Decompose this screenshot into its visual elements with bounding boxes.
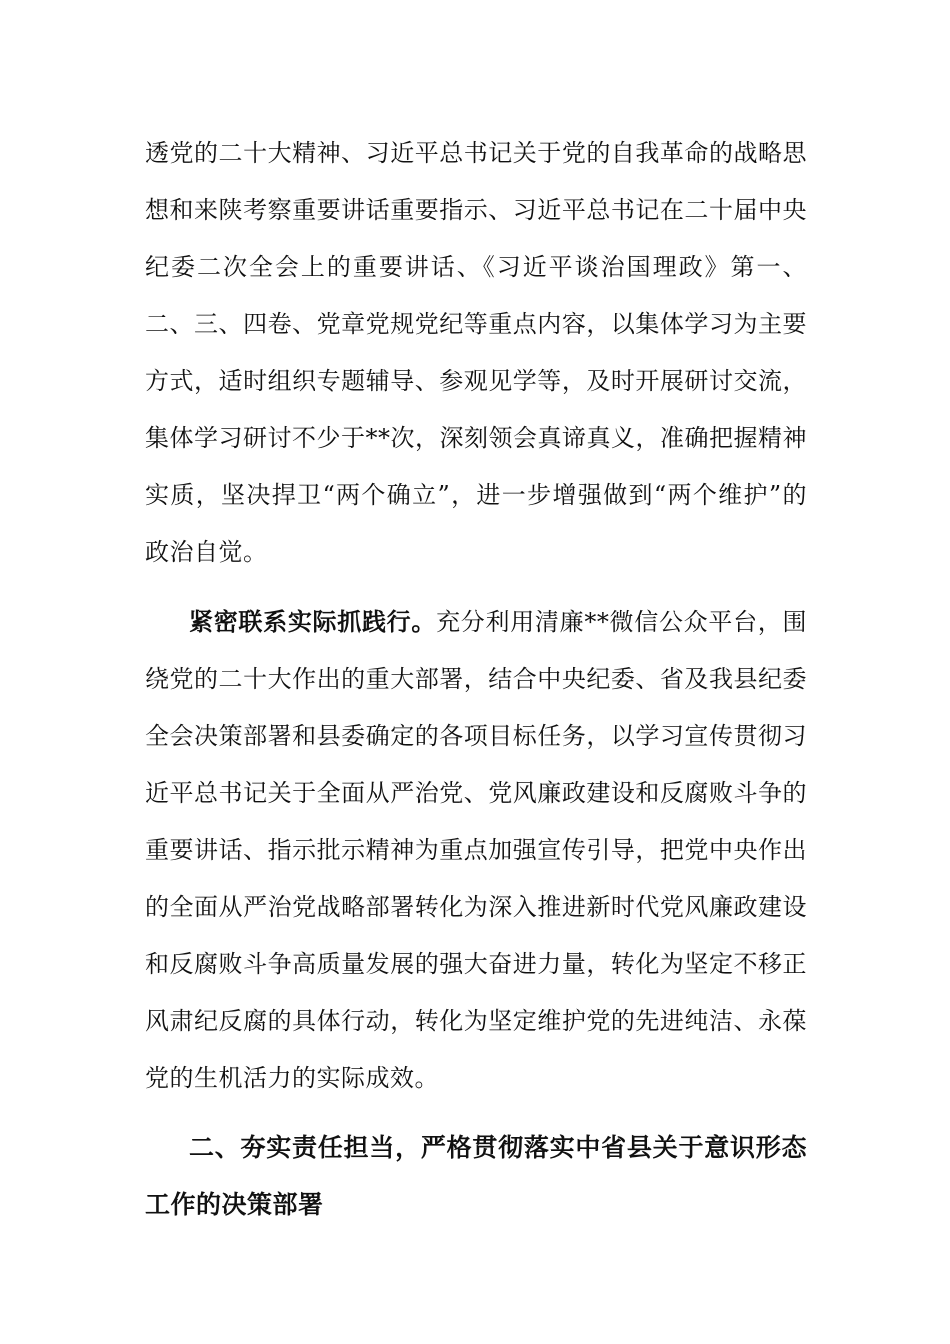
paragraph-gap — [145, 581, 807, 593]
paragraph-practice-body: 充分利用清廉**微信公众平台，围绕党的二十大作出的重大部署，结合中央纪委、省及我县纪委全会决策部署和县委确定的各项目标任务，以学习宣传贯彻习近平总书记关于全面从严治党、党风廉政建设和反腐败斗争的重要讲话、指示批示精神为重点加强宣传引导，把党中央作出的全面从严治党战略部署转化为深入推进新时代党风廉政建设和反腐败斗争高质量发展的强大奋进力量，转化为坚定不移正风肃纪反腐的具体行动，转化为坚定维护党的先进纯洁、永葆党的生机活力的实际成效。 — [145, 608, 808, 1092]
paragraph-gap — [145, 1107, 807, 1119]
paragraph-practice — [145, 593, 807, 1107]
document-body — [145, 125, 807, 1233]
section-heading: 二、夯实责任担当，严格贯彻落实中省县关于意识形态工作的决策部署 — [145, 1133, 807, 1219]
paragraph-study: 透党的二十大精神、习近平总书记关于党的自我革命的战略思想和来陕考察重要讲话重要指示、习近平总书记在二十届中央纪委二次全会上的重要讲话、《习近平谈治国理政》第一、二、三、四卷、党章党规党纪等重点内容，以集体学习为主要方式，适时组织专题辅导、参观见学等，及时开展研讨交流，集体学习研讨不少于**次，深刻领会真谛真义，准确把握精神实质，坚决捍卫“两个确立”，进一步增强做到“两个维护”的政治自觉。 — [145, 139, 807, 566]
paragraph-lead-bold: 紧密联系实际抓践行。 — [189, 607, 437, 636]
